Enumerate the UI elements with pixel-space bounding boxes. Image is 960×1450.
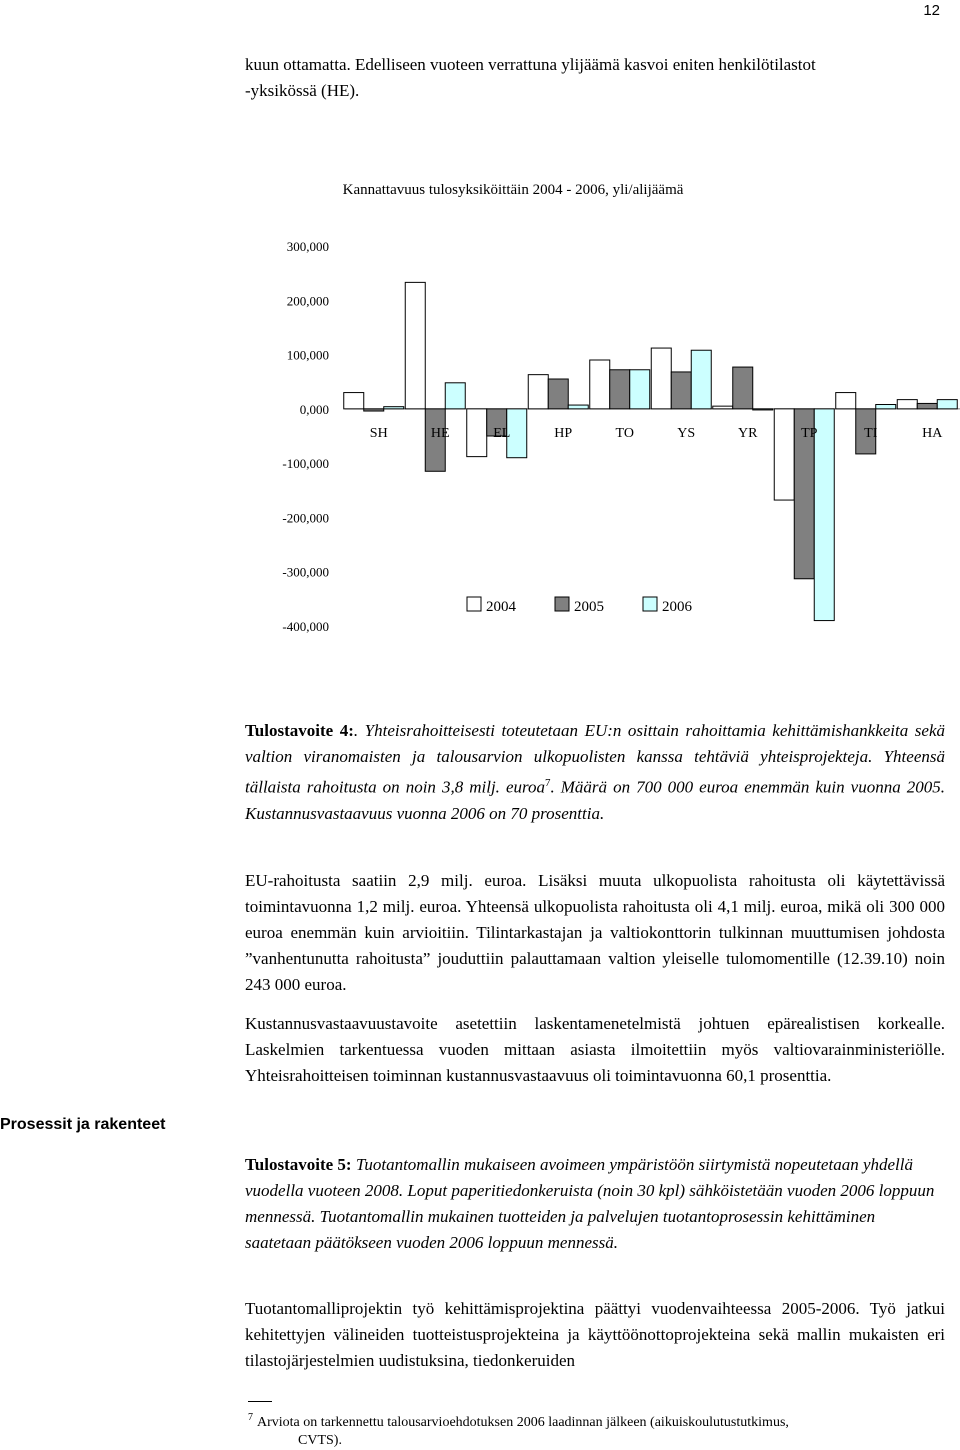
legend-swatch-2006 — [643, 597, 657, 611]
tulostavoite-5-paragraph — [245, 1152, 945, 1256]
page-number: 12 — [923, 2, 940, 19]
bar-2004-tp — [774, 409, 794, 500]
bar-2005-to — [610, 370, 630, 409]
y-tick-label: 300,000 — [286, 239, 329, 254]
bar-2004-yr — [713, 406, 733, 409]
sidebar-label: Prosessit ja rakenteet — [0, 1116, 166, 1133]
y-tick-label: 0,000 — [299, 401, 329, 417]
category-label: TP — [801, 425, 818, 441]
footnote — [248, 1409, 948, 1450]
bar-2006-ys — [691, 350, 711, 409]
eu-funding-paragraph: EU-rahoitusta saatiin 2,9 milj. euroa. Lisäksi muuta ulkopuolista rahoitusta oli käytettävissä toimintavuonna 1,2 milj. euroa. Yhteensä ulkopuolista rahoitusta oli 4,1 milj. euroa, mikä oli 300 000 euroa enemmän kuin arvioitiin. Tilintarkastajan ja valtiokonttorin tulkinnan muuttumisen johdosta ”vanhentunutta rahoitusta” jouduttiin palauttamaan valtion yleiselle tulomomentille (12.39.10) noin 243 000 euroa. — [245, 871, 945, 994]
chart-title: Kannattavuus tulosyksiköittäin 2004 - 2006, yli/alijäämä — [342, 182, 684, 198]
y-tick-label: -400,000 — [282, 619, 329, 634]
intro-line-2: -yksikössä (HE). — [245, 81, 360, 100]
category-label: HA — [922, 425, 943, 441]
category-label: HP — [554, 425, 573, 441]
legend-swatch-2005 — [555, 597, 569, 611]
footnote-line-2: CVTS). — [298, 1432, 342, 1448]
bar-2006-yr — [753, 409, 773, 410]
tulostavoite-4-paragraph — [245, 718, 945, 827]
bar-2006-he — [445, 383, 465, 409]
bar-2005-sh — [364, 409, 384, 411]
y-tick-label: -100,000 — [282, 456, 329, 472]
tulostavoite-5-heading: Tulostavoite 5: — [245, 1155, 352, 1174]
legend-swatch-2004 — [467, 597, 481, 611]
y-tick-label: 200,000 — [286, 293, 329, 309]
category-label: SH — [369, 425, 388, 441]
bar-chart — [255, 170, 960, 650]
bar-2004-he — [405, 282, 425, 408]
y-tick-label: -300,000 — [282, 564, 329, 580]
production-model-paragraph: Tuotantomalliprojektin työ kehittämisprojektina päättyi vuodenvaihteessa 2005-2006. Työ jatkui kehitettyjen välineiden tuotteistusprojekteina ja käyttöönottoprojekteina sekä mallin mukaisten eri tilastojärjestelmien uudistuksina, tiedonkeruiden — [245, 1299, 945, 1370]
bar-2006-hp — [568, 405, 588, 409]
bar-2006-ti — [876, 405, 896, 409]
footnote-mark: 7 — [248, 1412, 253, 1423]
bar-2005-yr — [733, 367, 753, 409]
intro-line-1: kuun ottamatta. Edelliseen vuoteen verrattuna ylijäämä kasvoi eniten henkilötilastot — [245, 55, 816, 74]
legend-label-2005: 2005 — [574, 599, 604, 615]
bar-2004-to — [590, 360, 610, 409]
y-tick-label: 100,000 — [286, 347, 329, 363]
footnote-ref: 7 — [545, 777, 551, 789]
category-label: EL — [493, 425, 511, 441]
bar-2004-el — [467, 409, 487, 457]
bar-2004-sh — [344, 393, 364, 409]
bar-2004-ys — [651, 348, 671, 409]
intro-text — [245, 52, 945, 104]
bar-2004-ti — [836, 393, 856, 409]
bar-2005-ys — [671, 372, 691, 409]
category-label: TI — [864, 425, 878, 441]
tulostavoite-4-body: . Yhteisrahoitteisesti toteutetaan EU:n osittain rahoittamia kehittämishankkeita sekä valtion viranomaisten ja talousarvion ulkopuolisten kanssa tehtäviä yhteisprojekteja. Yhteensä tällaista rahoitusta on noin 3,8 milj. euroa — [245, 721, 946, 797]
bar-2006-ha — [937, 400, 957, 409]
bar-2006-sh — [384, 407, 404, 409]
cost-recovery-paragraph: Kustannusvastaavuustavoite asetettiin laskentamenetelmistä johtuen epärealistisen korkealle. Laskelmien tarkentuessa vuoden mittaan asiasta ilmoitettiin myös valtiovarainministeriölle. Yhteisrahoitteisen toiminnan kustannusvastaavuus oli toimintavuonna 60,1 prosenttia. — [245, 1014, 945, 1085]
category-label: YS — [677, 425, 696, 441]
bar-2005-ha — [917, 403, 937, 408]
category-label: TO — [615, 425, 634, 441]
bar-chart-svg — [255, 170, 960, 650]
legend-label-2006: 2006 — [662, 599, 692, 615]
tulostavoite-4-tail: . Määrä on 700 000 euroa enemmän kuin vuonna 2005. Kustannusvastaavuus vuonna 2006 on 70 prosenttia. — [245, 777, 946, 823]
legend-label-2004: 2004 — [486, 599, 516, 615]
footnote-line-1: Arviota on tarkennettu talousarvioehdotuksen 2006 laadinnan jälkeen (aikuiskoulutustutkimus, — [257, 1414, 789, 1430]
tulostavoite-4-heading: Tulostavoite 4: — [245, 721, 354, 740]
bar-2004-hp — [528, 375, 548, 409]
footnote-divider — [248, 1401, 272, 1402]
bar-2006-to — [630, 370, 650, 409]
y-tick-label: -200,000 — [282, 510, 329, 526]
tulostavoite-5-body: Tuotantomallin mukaiseen avoimeen ympäristöön siirtymistä nopeutetaan yhdellä vuodella vuoteen 2008. Loput paperitiedonkeruista (noin 30 kpl) sähköistetään vuoden 2006 loppuun mennessä. Tuotantomallin mukainen tuotteiden ja palvelujen tuotantoprosessin kehittäminen saatetaan päätökseen vuoden 2006 loppuun mennessä. — [245, 1155, 935, 1252]
bar-2005-hp — [548, 379, 568, 409]
category-label: HE — [430, 425, 450, 441]
category-label: YR — [738, 425, 758, 441]
bar-2004-ha — [897, 400, 917, 409]
